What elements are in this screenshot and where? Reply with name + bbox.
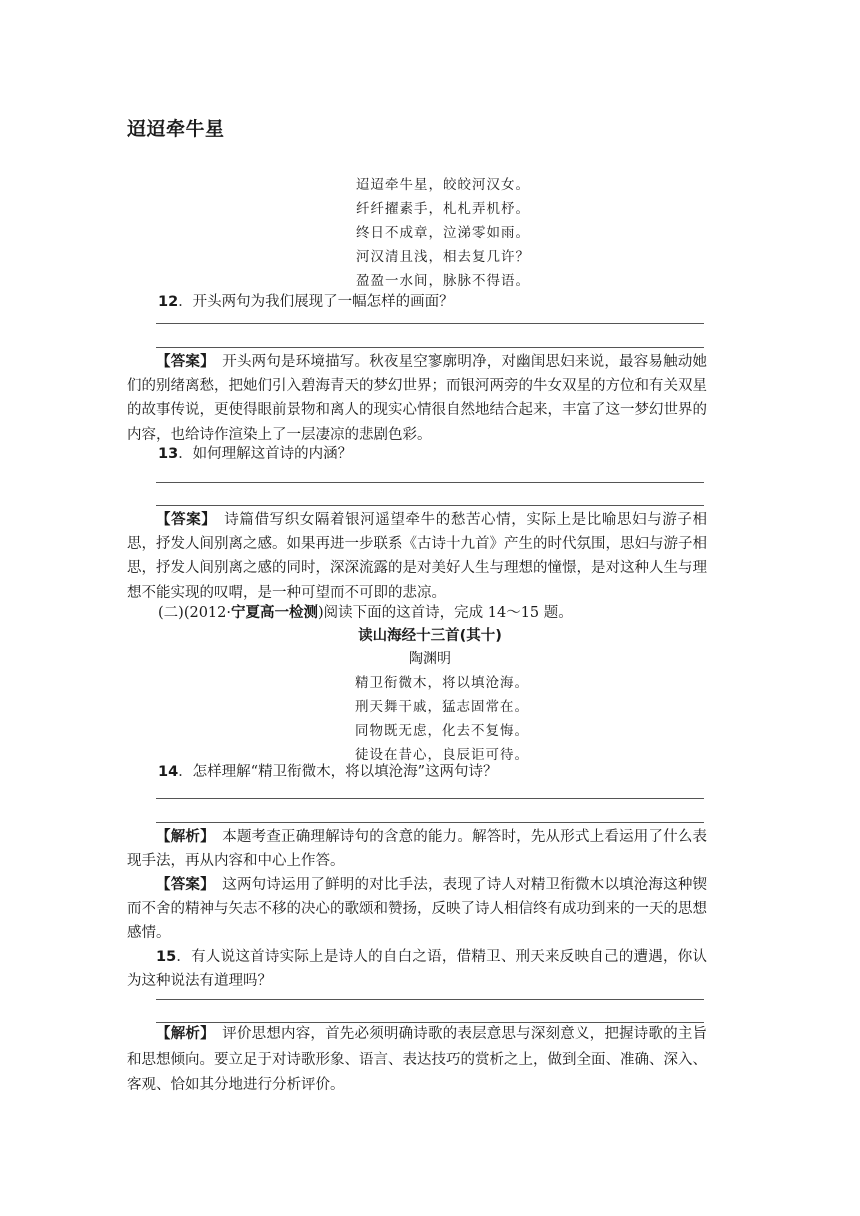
poem-line: 河汉清且浅，相去复几许？: [356, 249, 530, 265]
section-prefix: (二)(2012·: [158, 605, 231, 621]
poem-line: 终日不成章，泣涕零如雨。: [356, 225, 530, 241]
analysis-text: 本题考查正确理解诗句的含意的能力。解答时，先从形式上看运用了什么表现手法，再从内容和中心上作答。: [127, 829, 708, 870]
analysis-14: [127, 825, 707, 873]
analysis-text: 评价思想内容，首先必须明确诗歌的表层意思与深刻意义，把握诗歌的主旨和思想倾向。要立足于对诗歌形象、语言、表达技巧的赏析之上，做到全面、准确、深入、客观、恰如其分地进行分析评价。: [127, 1026, 708, 1093]
poem-line: 徒设在昔心，良辰讵可待。: [355, 747, 529, 763]
answer-14: [127, 873, 707, 946]
answer-tag: 【答案】: [156, 877, 208, 893]
question-number: 15: [156, 949, 177, 965]
question-text: ．有人说这首诗实际上是诗人的自白之语，借精卫、刑天来反映自己的遭遇，你认为这种说法有道理吗？: [127, 949, 707, 990]
answer-blank-line: [156, 798, 704, 799]
poem-author: 陶渊明: [409, 651, 451, 667]
poem-line: 同物既无虑，化去不复悔。: [355, 723, 529, 739]
answer-blank-line: [156, 999, 704, 1000]
question-15: [127, 945, 707, 993]
answer-tag: 【答案】: [156, 512, 210, 528]
question-text: ．开头两句为我们展现了一幅怎样的画面？: [178, 294, 454, 310]
section-heading: [158, 601, 573, 622]
poem-line: 刑天舞干戚，猛志固常在。: [355, 699, 529, 715]
poem-title: 读山海经十三首(其十): [358, 628, 502, 644]
question-13: [158, 442, 352, 463]
analysis-tag: 【解析】: [156, 829, 208, 845]
question-number: 14: [158, 764, 179, 780]
question-text: ．怎样理解“精卫衔微木，将以填沧海”这两句诗？: [178, 764, 498, 780]
poem-line: 精卫衔微木，将以填沧海。: [355, 675, 529, 691]
answer-blank-line: [156, 347, 704, 348]
answer-tag: 【答案】: [156, 354, 208, 370]
answer-13: [127, 508, 707, 605]
answer-text: 诗篇借写织女隔着银河遥望牵牛的愁苦心情，实际上是比喻思妇与游子相思，抒发人间别离之感。如果再进一步联系《古诗十九首》产生的时代氛围，思妇与游子相思，抒发人间别离之感的同时，深深流露的是对美好人生与理想的憧憬，是对这种人生与理想不能实现的叹喟，是一种可望而不可即的悲凉。: [127, 512, 708, 601]
answer-blank-line: [156, 505, 704, 506]
question-number: 13: [158, 446, 179, 462]
page-title: 迢迢牵牛星: [127, 118, 225, 140]
answer-text: 这两句诗运用了鲜明的对比手法，表现了诗人对精卫衔微木以填沧海这种锲而不舍的精神与矢志不移的决心的歌颂和赞扬，反映了诗人相信终有成功到来的一天的思想感情。: [127, 877, 708, 942]
poem-line: 迢迢牵牛星，皎皎河汉女。: [356, 177, 530, 193]
answer-blank-line: [156, 323, 704, 324]
answer-blank-line: [156, 822, 704, 823]
section-suffix: )阅读下面的这首诗，完成 14～15 题。: [317, 605, 573, 621]
answer-12: [127, 350, 707, 447]
question-14: [158, 760, 498, 781]
poem-line: 纤纤擢素手，札札弄机杼。: [356, 201, 530, 217]
answer-blank-line: [156, 482, 704, 483]
question-12: [158, 290, 454, 311]
analysis-15: [127, 1022, 707, 1099]
poem-line: 盈盈一水间，脉脉不得语。: [356, 273, 530, 289]
analysis-tag: 【解析】: [156, 1026, 208, 1042]
answer-text: 开头两句是环境描写。秋夜星空寥廓明净，对幽闺思妇来说，最容易触动她们的别绪离愁，把她们引入碧海青天的梦幻世界；而银河两旁的牛女双星的方位和有关双星的故事传说，更使得眼前景物和离人的现实心情很自然地结合起来，丰富了这一梦幻世界的内容，也给诗作渲染上了一层凄凉的悲剧色彩。: [127, 354, 708, 443]
question-text: ．如何理解这首诗的内涵？: [178, 446, 353, 462]
question-number: 12: [158, 294, 179, 310]
section-source: 宁夏高一检测: [230, 605, 318, 621]
